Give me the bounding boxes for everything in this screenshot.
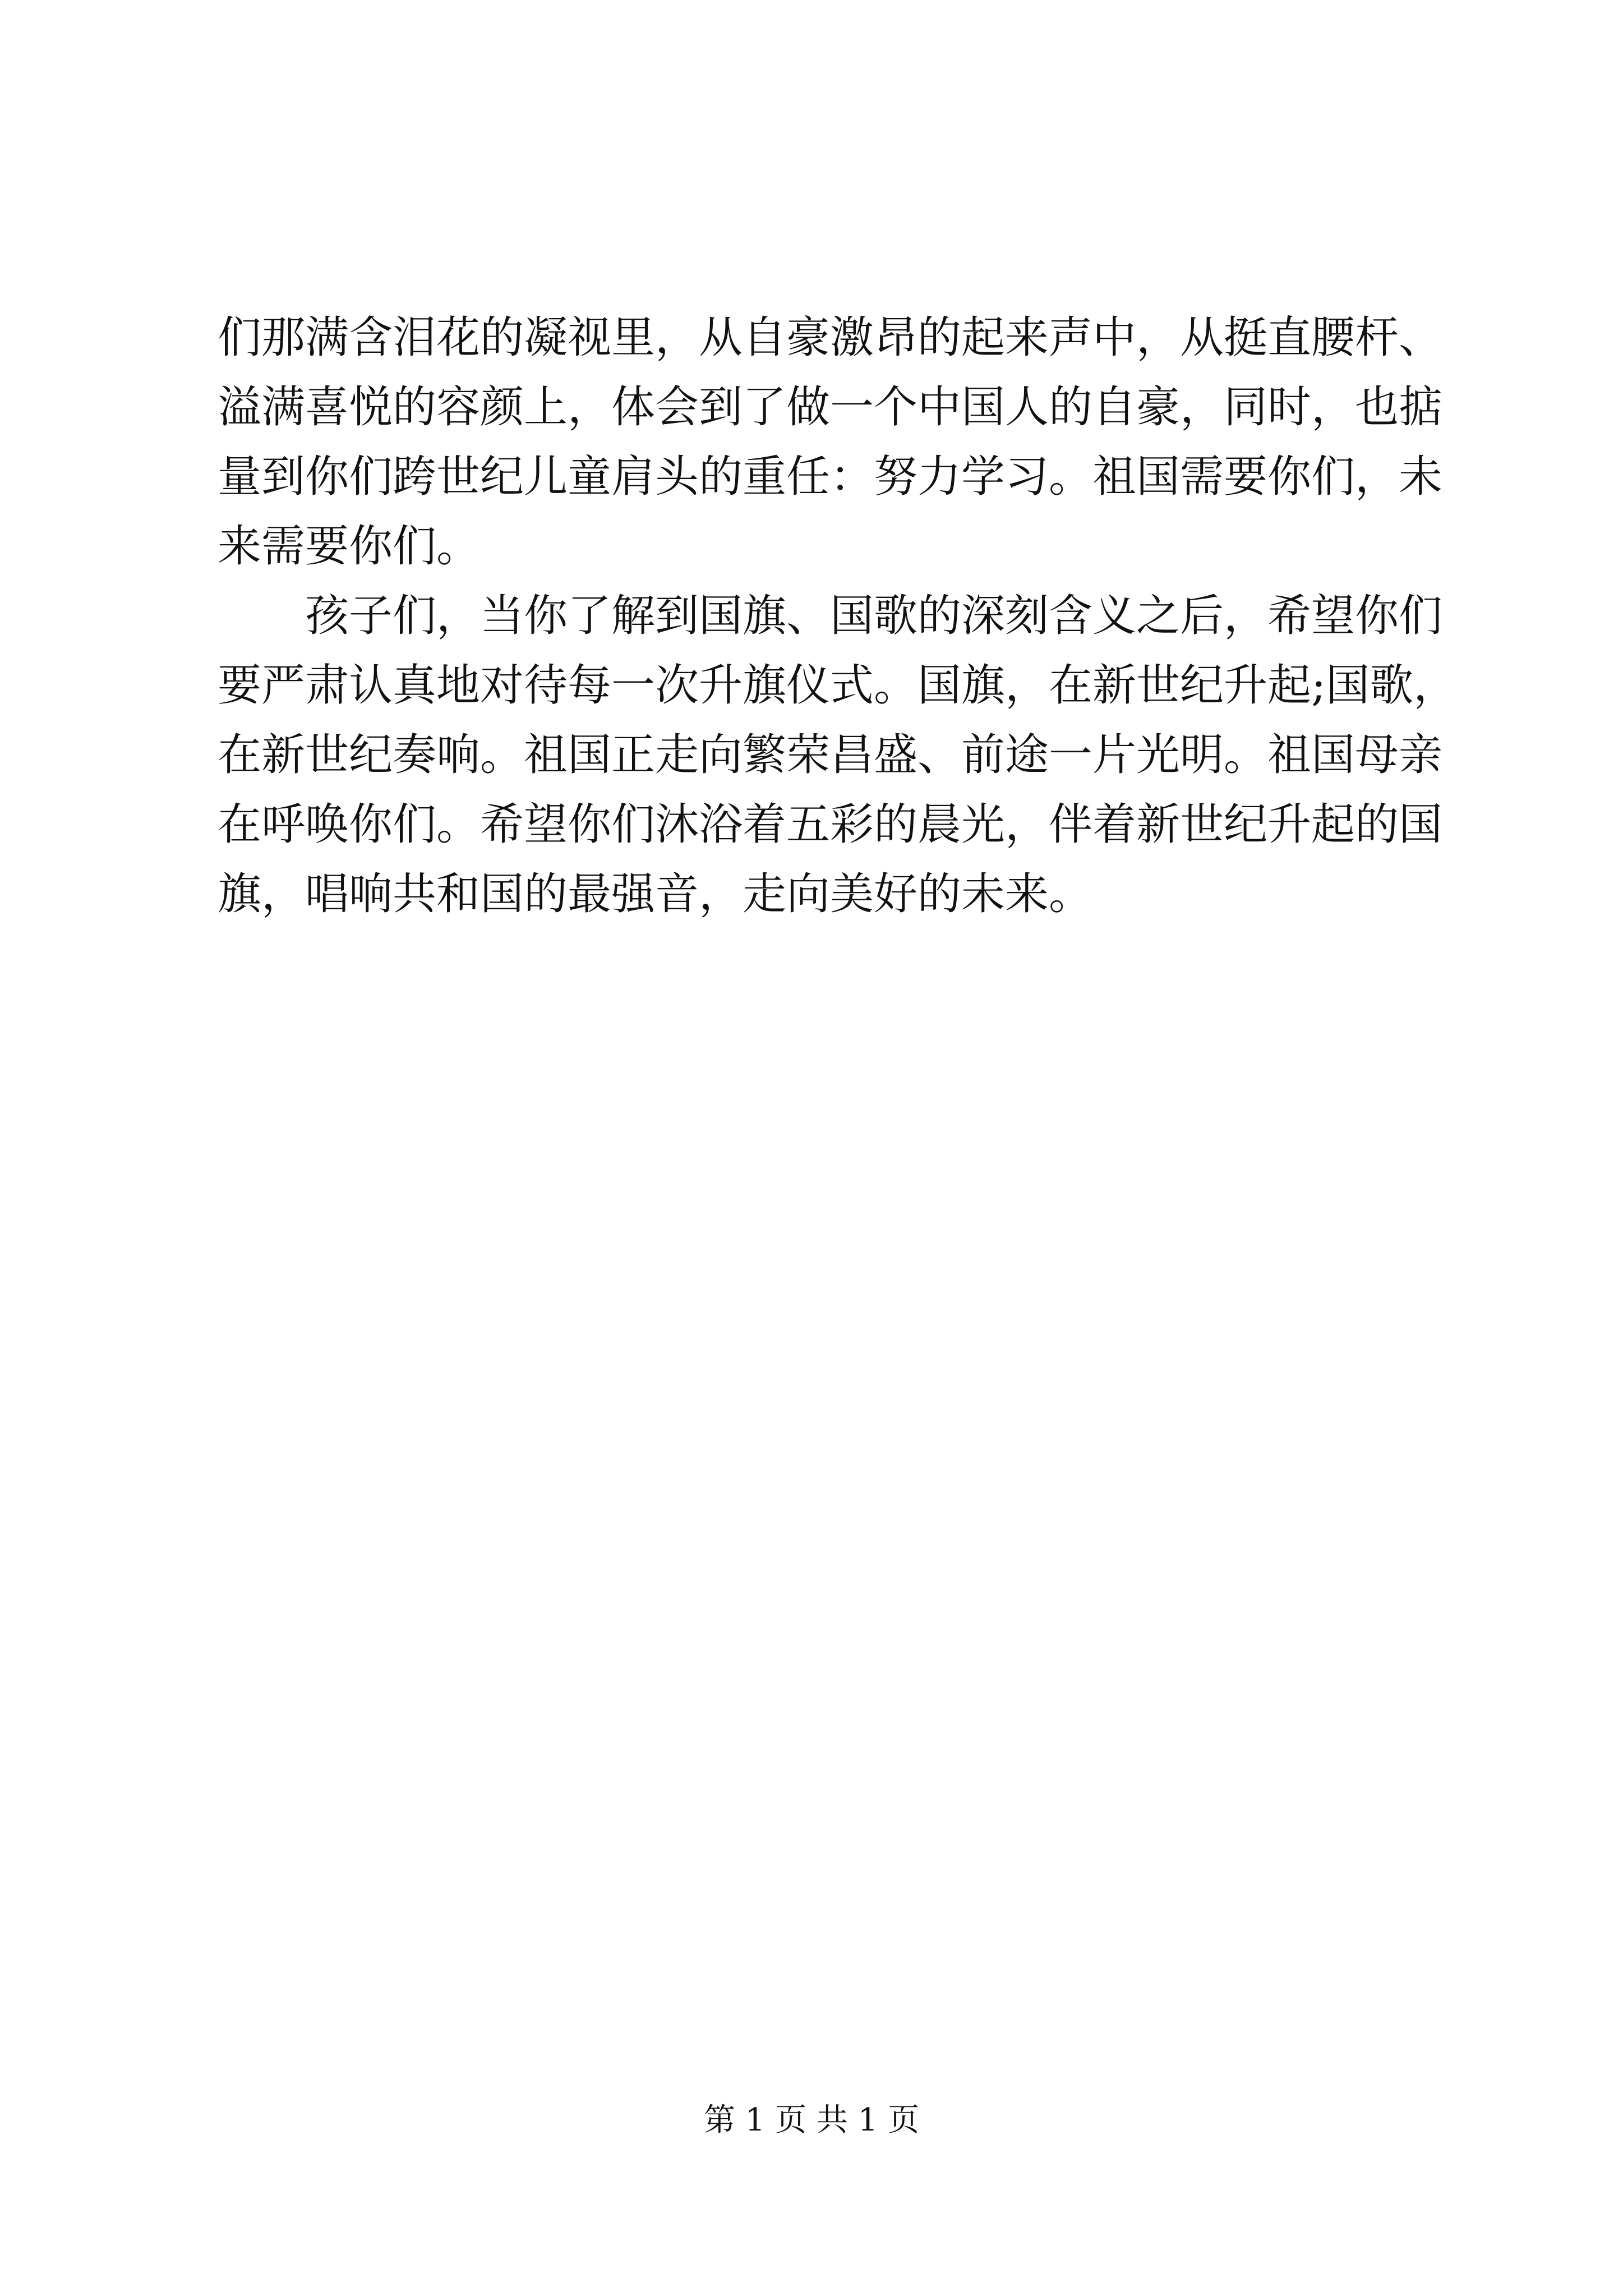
text-line: 溢满喜悦的容颜上，体会到了做一个中国人的自豪，同时，也掂 bbox=[218, 382, 1443, 432]
text-line: 在新世纪奏响。祖国正走向繁荣昌盛、前途一片光明。祖国母亲 bbox=[218, 730, 1443, 780]
text-line: 旗，唱响共和国的最强音，走向美好的未来。 bbox=[218, 869, 1093, 919]
page-footer: 第 1 页 共 1 页 bbox=[703, 2102, 920, 2138]
text-line: 在呼唤你们。希望你们沐浴着五彩的晨光，伴着新世纪升起的国 bbox=[218, 799, 1443, 850]
text-line: 量到你们跨世纪儿童肩头的重任：努力学习。祖国需要你们，未 bbox=[218, 452, 1443, 502]
text-line: 要严肃认真地对待每一次升旗仪式。国旗，在新世纪升起;国歌， bbox=[218, 660, 1458, 711]
body-text bbox=[218, 303, 1458, 929]
text-line: 孩子们，当你了解到国旗、国歌的深刻含义之后，希望你们 bbox=[218, 591, 1443, 641]
text-line: 们那满含泪花的凝视里，从自豪激昂的起来声中，从挺直腰杆、 bbox=[218, 312, 1443, 363]
text-line: 来需要你们。 bbox=[218, 521, 481, 572]
